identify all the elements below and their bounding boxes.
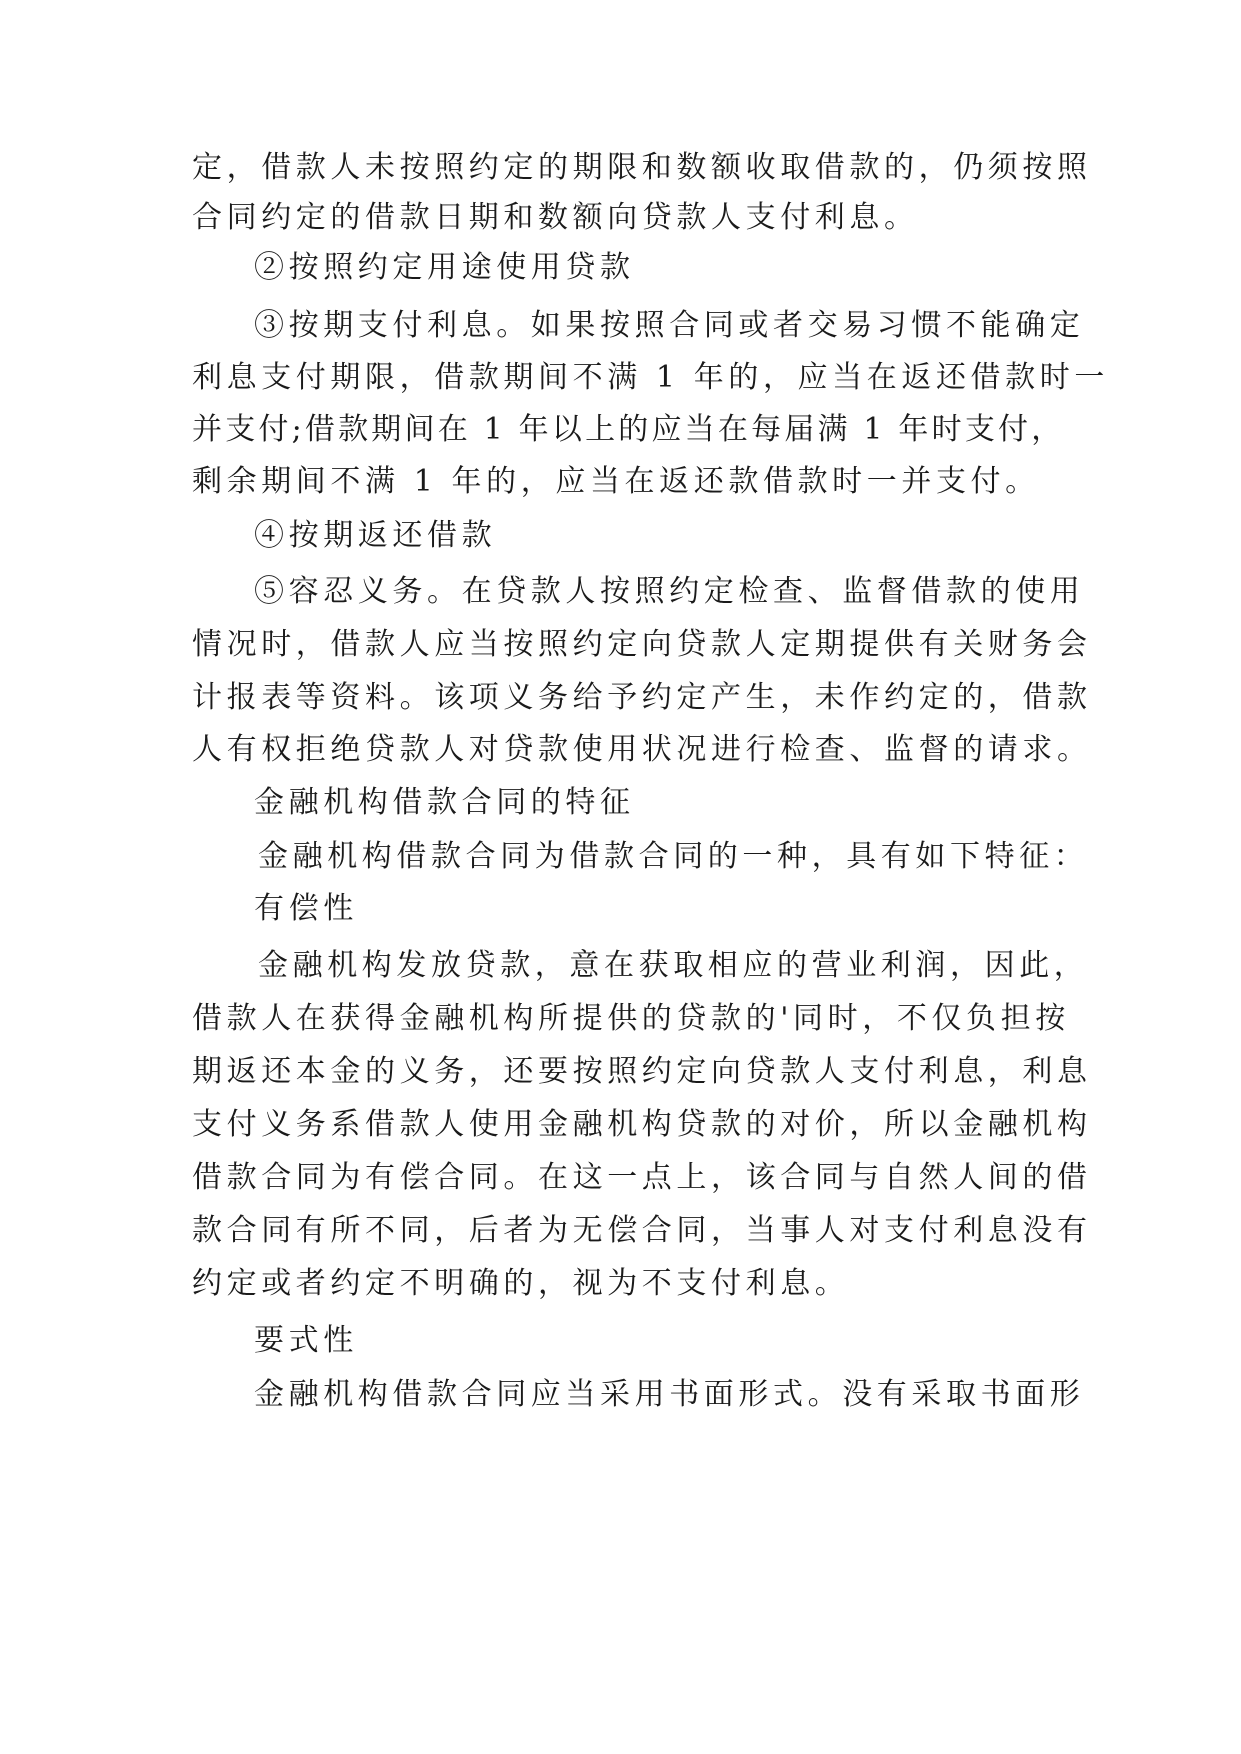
list-item-3: ③按期支付利息。如果按照合同或者交易习惯不能确定: [254, 308, 1085, 343]
subsection-heading: 有偿性: [254, 891, 358, 926]
paragraph-line: 支付义务系借款人使用金融机构贷款的对价，所以金融机构: [192, 1107, 1092, 1142]
paragraph-line: 借款合同为有偿合同。在这一点上，该合同与自然人间的借: [192, 1160, 1092, 1195]
paragraph-line: 情况时，借款人应当按照约定向贷款人定期提供有关财务会: [192, 627, 1092, 662]
paragraph-line: 并支付;借款期间在 1 年以上的应当在每届满 1 年时支付，: [192, 412, 1065, 447]
list-item-2: ②按照约定用途使用贷款: [254, 250, 635, 285]
section-heading: 金融机构借款合同的特征: [254, 785, 635, 820]
paragraph-line: 金融机构借款合同应当采用书面形式。没有采取书面形: [254, 1377, 1085, 1412]
paragraph-line: 款合同有所不同，后者为无偿合同，当事人对支付利息没有: [192, 1213, 1092, 1248]
paragraph-line: 人有权拒绝贷款人对贷款使用状况进行检查、监督的请求。: [192, 732, 1092, 767]
paragraph-line: 借款人在获得金融机构所提供的贷款的'同时，不仅负担按: [192, 1001, 1070, 1036]
paragraph-line: 合同约定的借款日期和数额向贷款人支付利息。: [192, 200, 919, 235]
paragraph-line: 计报表等资料。该项义务给予约定产生，未作约定的，借款: [192, 680, 1092, 715]
list-item-4: ④按期返还借款: [254, 518, 497, 553]
paragraph-line: 剩余期间不满 1 年的，应当在返还款借款时一并支付。: [192, 464, 1040, 499]
paragraph-line: 期返还本金的义务，还要按照约定向贷款人支付利息，利息: [192, 1054, 1092, 1089]
list-item-5: ⑤容忍义务。在贷款人按照约定检查、监督借款的使用: [254, 574, 1085, 609]
paragraph-line: 金融机构借款合同为借款合同的一种，具有如下特征：: [258, 839, 1089, 874]
paragraph-line: 金融机构发放贷款，意在获取相应的营业利润，因此，: [258, 948, 1089, 983]
paragraph-line: 约定或者约定不明确的，视为不支付利息。: [192, 1266, 850, 1301]
subsection-heading: 要式性: [254, 1323, 358, 1358]
paragraph-line: 利息支付期限，借款期间不满 1 年的，应当在返还借款时一: [192, 360, 1109, 395]
paragraph-line: 定，借款人未按照约定的期限和数额收取借款的，仍须按照: [192, 150, 1092, 185]
